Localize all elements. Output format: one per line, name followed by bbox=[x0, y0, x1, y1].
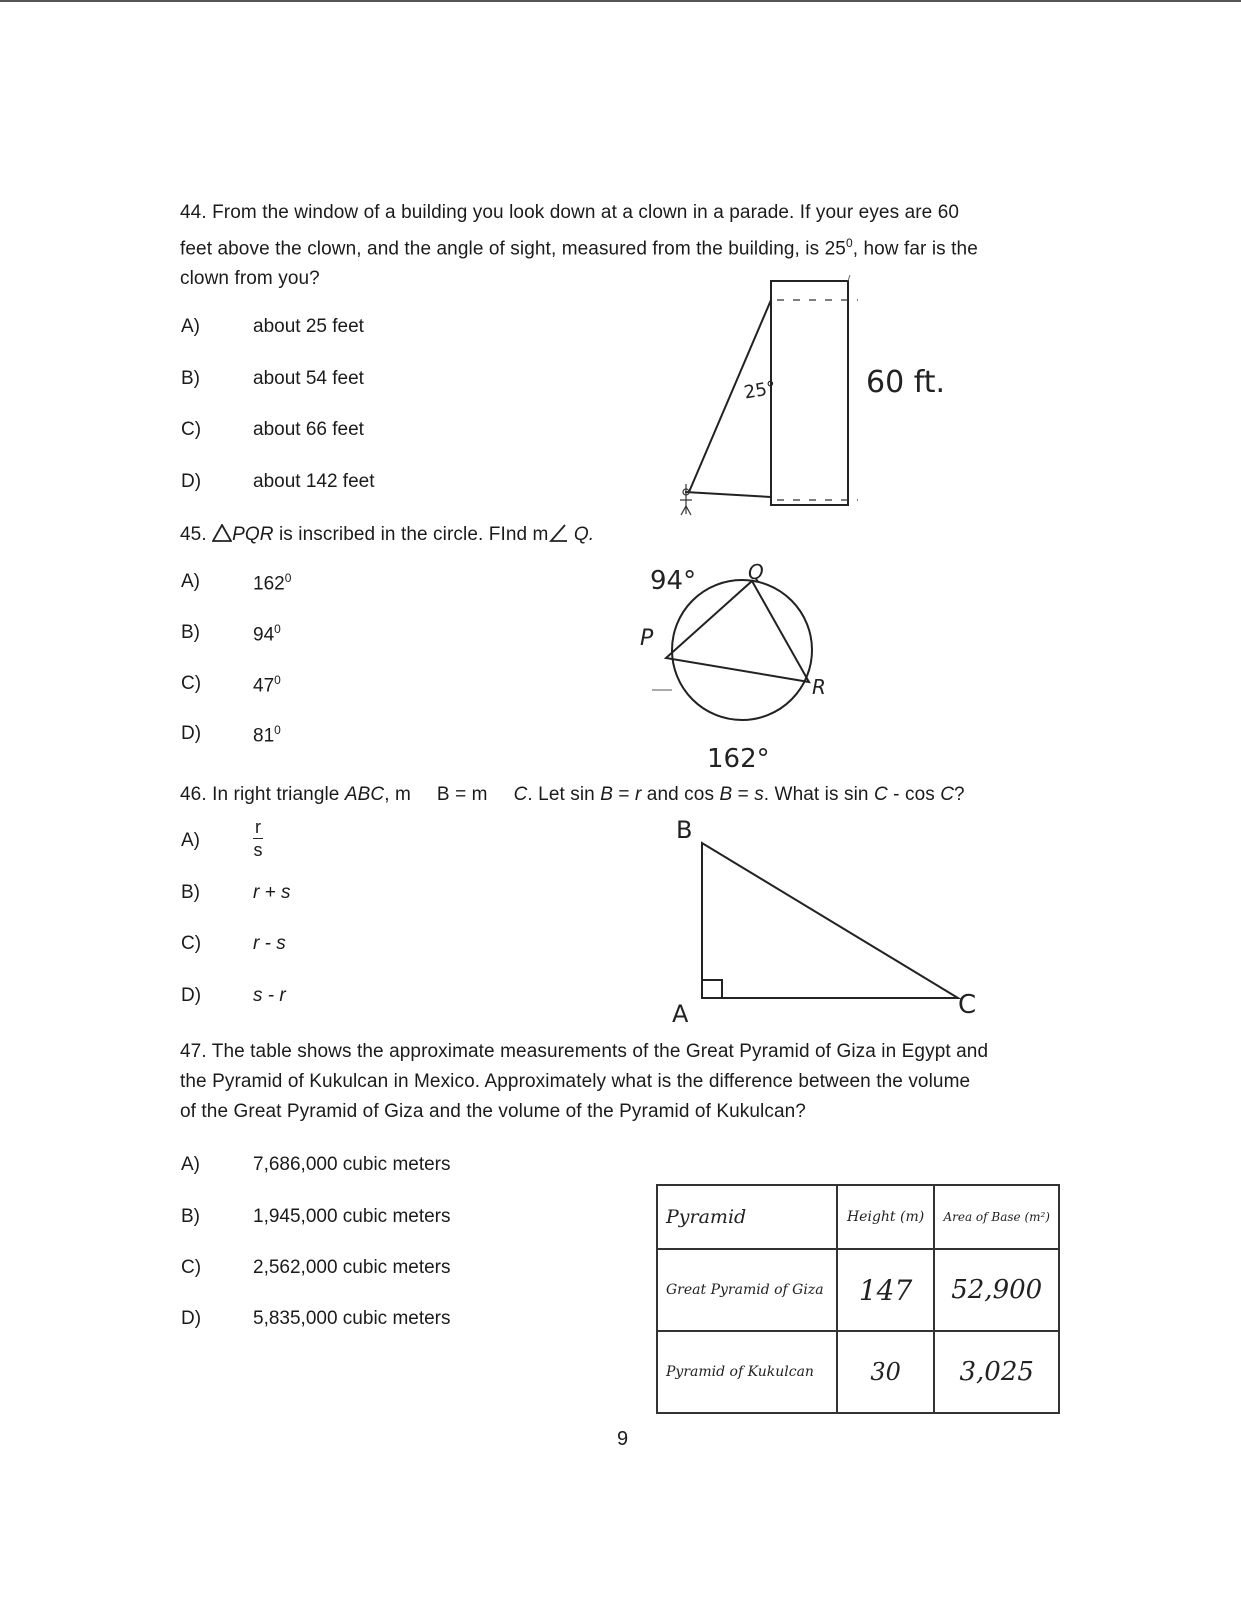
table-header-cell: Pyramid bbox=[657, 1185, 837, 1249]
q46-eq-s: = bbox=[732, 784, 755, 805]
fraction-denominator: s bbox=[253, 840, 263, 860]
option-value: 2,562,000 cubic meters bbox=[253, 1257, 451, 1278]
option-letter: A) bbox=[181, 830, 200, 851]
q46-r: r bbox=[634, 784, 642, 805]
q46-mid5: - cos bbox=[887, 784, 941, 805]
option-degree: 0 bbox=[284, 571, 292, 585]
q44-angle-label: 25° bbox=[742, 377, 778, 404]
option-letter: C) bbox=[181, 673, 202, 694]
table-header-cell: Height (m) bbox=[837, 1185, 935, 1249]
q46-s: s bbox=[754, 784, 764, 805]
q46-prefix: 46. In right triangle bbox=[180, 784, 345, 805]
option-value: 5,835,000 cubic meters bbox=[253, 1308, 451, 1329]
q45-arc-top-label: 94° bbox=[650, 566, 697, 596]
option-value: 81 bbox=[253, 725, 275, 747]
table-row bbox=[657, 1249, 1059, 1331]
q44-line2-end: , how far is the bbox=[852, 238, 978, 260]
q45-point-p: P bbox=[640, 626, 654, 651]
q46-c2: C bbox=[873, 784, 888, 805]
q44-line1: 44. From the window of a building you look down at a clown in a parade. If your eyes are 60 bbox=[180, 202, 960, 223]
q46-mid1: , m bbox=[384, 784, 411, 805]
q44-degree: 0 bbox=[845, 236, 853, 250]
option-value: about 142 feet bbox=[253, 471, 375, 492]
option-letter: A) bbox=[181, 316, 200, 337]
option-value: about 25 feet bbox=[253, 316, 364, 337]
table-cell: 52,900 bbox=[934, 1249, 1059, 1331]
option-letter: C) bbox=[181, 1257, 202, 1278]
q44-line2: feet above the clown, and the angle of sight, measured from the building, is 25 bbox=[180, 238, 846, 260]
option-letter: D) bbox=[181, 723, 202, 744]
option-degree: 0 bbox=[274, 723, 281, 737]
table-cell: 30 bbox=[837, 1331, 935, 1413]
option-letter: D) bbox=[181, 471, 202, 492]
table-header-row bbox=[657, 1185, 1059, 1249]
table-header-cell: Area of Base (m²) bbox=[934, 1185, 1059, 1249]
q46-mid2: . Let sin bbox=[527, 784, 601, 805]
q46-b-eq: B = m bbox=[436, 784, 488, 805]
q46-eq-r: = bbox=[613, 784, 635, 805]
option-letter: B) bbox=[181, 882, 200, 903]
table-cell: 3,025 bbox=[934, 1331, 1059, 1413]
q46-mid3: and cos bbox=[641, 784, 720, 805]
q46-b: B bbox=[600, 784, 614, 805]
q46-end: ? bbox=[954, 784, 965, 805]
q46-vertex-c: C bbox=[958, 990, 977, 1020]
table-cell: 147 bbox=[837, 1249, 935, 1331]
option-value: 162 bbox=[253, 573, 285, 595]
q45-arc-bottom-label: 162° bbox=[707, 744, 770, 774]
option-letter: A) bbox=[181, 571, 200, 592]
option-value: 94 bbox=[253, 624, 275, 646]
option-letter: D) bbox=[181, 1308, 202, 1329]
q45-angle-target: Q. bbox=[568, 524, 595, 545]
q45-point-r: R bbox=[812, 675, 826, 699]
option-letter: A) bbox=[181, 1154, 200, 1175]
pyramid-table bbox=[656, 1184, 1060, 1414]
option-letter: C) bbox=[181, 933, 202, 954]
q47-line2: the Pyramid of Kukulcan in Mexico. Approximately what is the difference between the volume bbox=[180, 1071, 971, 1092]
q46-mid4: . What is sin bbox=[763, 784, 874, 805]
q46-tri: ABC bbox=[344, 784, 385, 805]
table-cell: Pyramid of Kukulcan bbox=[657, 1331, 837, 1413]
fraction-numerator: r bbox=[255, 817, 261, 837]
option-value: s - r bbox=[253, 985, 286, 1006]
option-letter: B) bbox=[181, 368, 200, 389]
option-value: 7,686,000 cubic meters bbox=[253, 1154, 451, 1175]
option-value: r + s bbox=[253, 882, 291, 903]
table-row bbox=[657, 1331, 1059, 1413]
option-letter: D) bbox=[181, 985, 202, 1006]
table-cell: Great Pyramid of Giza bbox=[657, 1249, 837, 1331]
option-letter: C) bbox=[181, 419, 202, 440]
q45-text-mid: is inscribed in the circle. FInd m bbox=[273, 524, 549, 545]
q45-number: 45. bbox=[180, 524, 207, 545]
question-47-text bbox=[180, 1037, 1060, 1127]
option-letter: B) bbox=[181, 622, 200, 643]
page-number: 9 bbox=[617, 1428, 629, 1450]
q46-vertex-b: B bbox=[676, 816, 693, 844]
option-value: about 54 feet bbox=[253, 368, 364, 389]
q46-c-label: C bbox=[513, 784, 528, 805]
q45-point-q: Q bbox=[748, 560, 764, 584]
option-value: r - s bbox=[253, 933, 286, 954]
q44-line3: clown from you? bbox=[180, 268, 320, 290]
option-value: about 66 feet bbox=[253, 419, 364, 440]
option-degree: 0 bbox=[274, 673, 281, 687]
q45-triangle-name: PQR bbox=[232, 524, 274, 545]
option-degree: 0 bbox=[274, 622, 281, 636]
q47-line3: of the Great Pyramid of Giza and the volume of the Pyramid of Kukulcan? bbox=[180, 1101, 806, 1122]
q46-c3: C bbox=[940, 784, 955, 805]
q46-b2: B bbox=[719, 784, 733, 805]
q46-vertex-a: A bbox=[672, 1000, 689, 1028]
option-letter: B) bbox=[181, 1206, 200, 1227]
q44-height-label: 60 ft. bbox=[866, 365, 946, 400]
q47-line1: 47. The table shows the approximate measurements of the Great Pyramid of Giza in Egypt and bbox=[180, 1041, 989, 1062]
option-value: 1,945,000 cubic meters bbox=[253, 1206, 451, 1227]
option-value: 47 bbox=[253, 675, 275, 697]
